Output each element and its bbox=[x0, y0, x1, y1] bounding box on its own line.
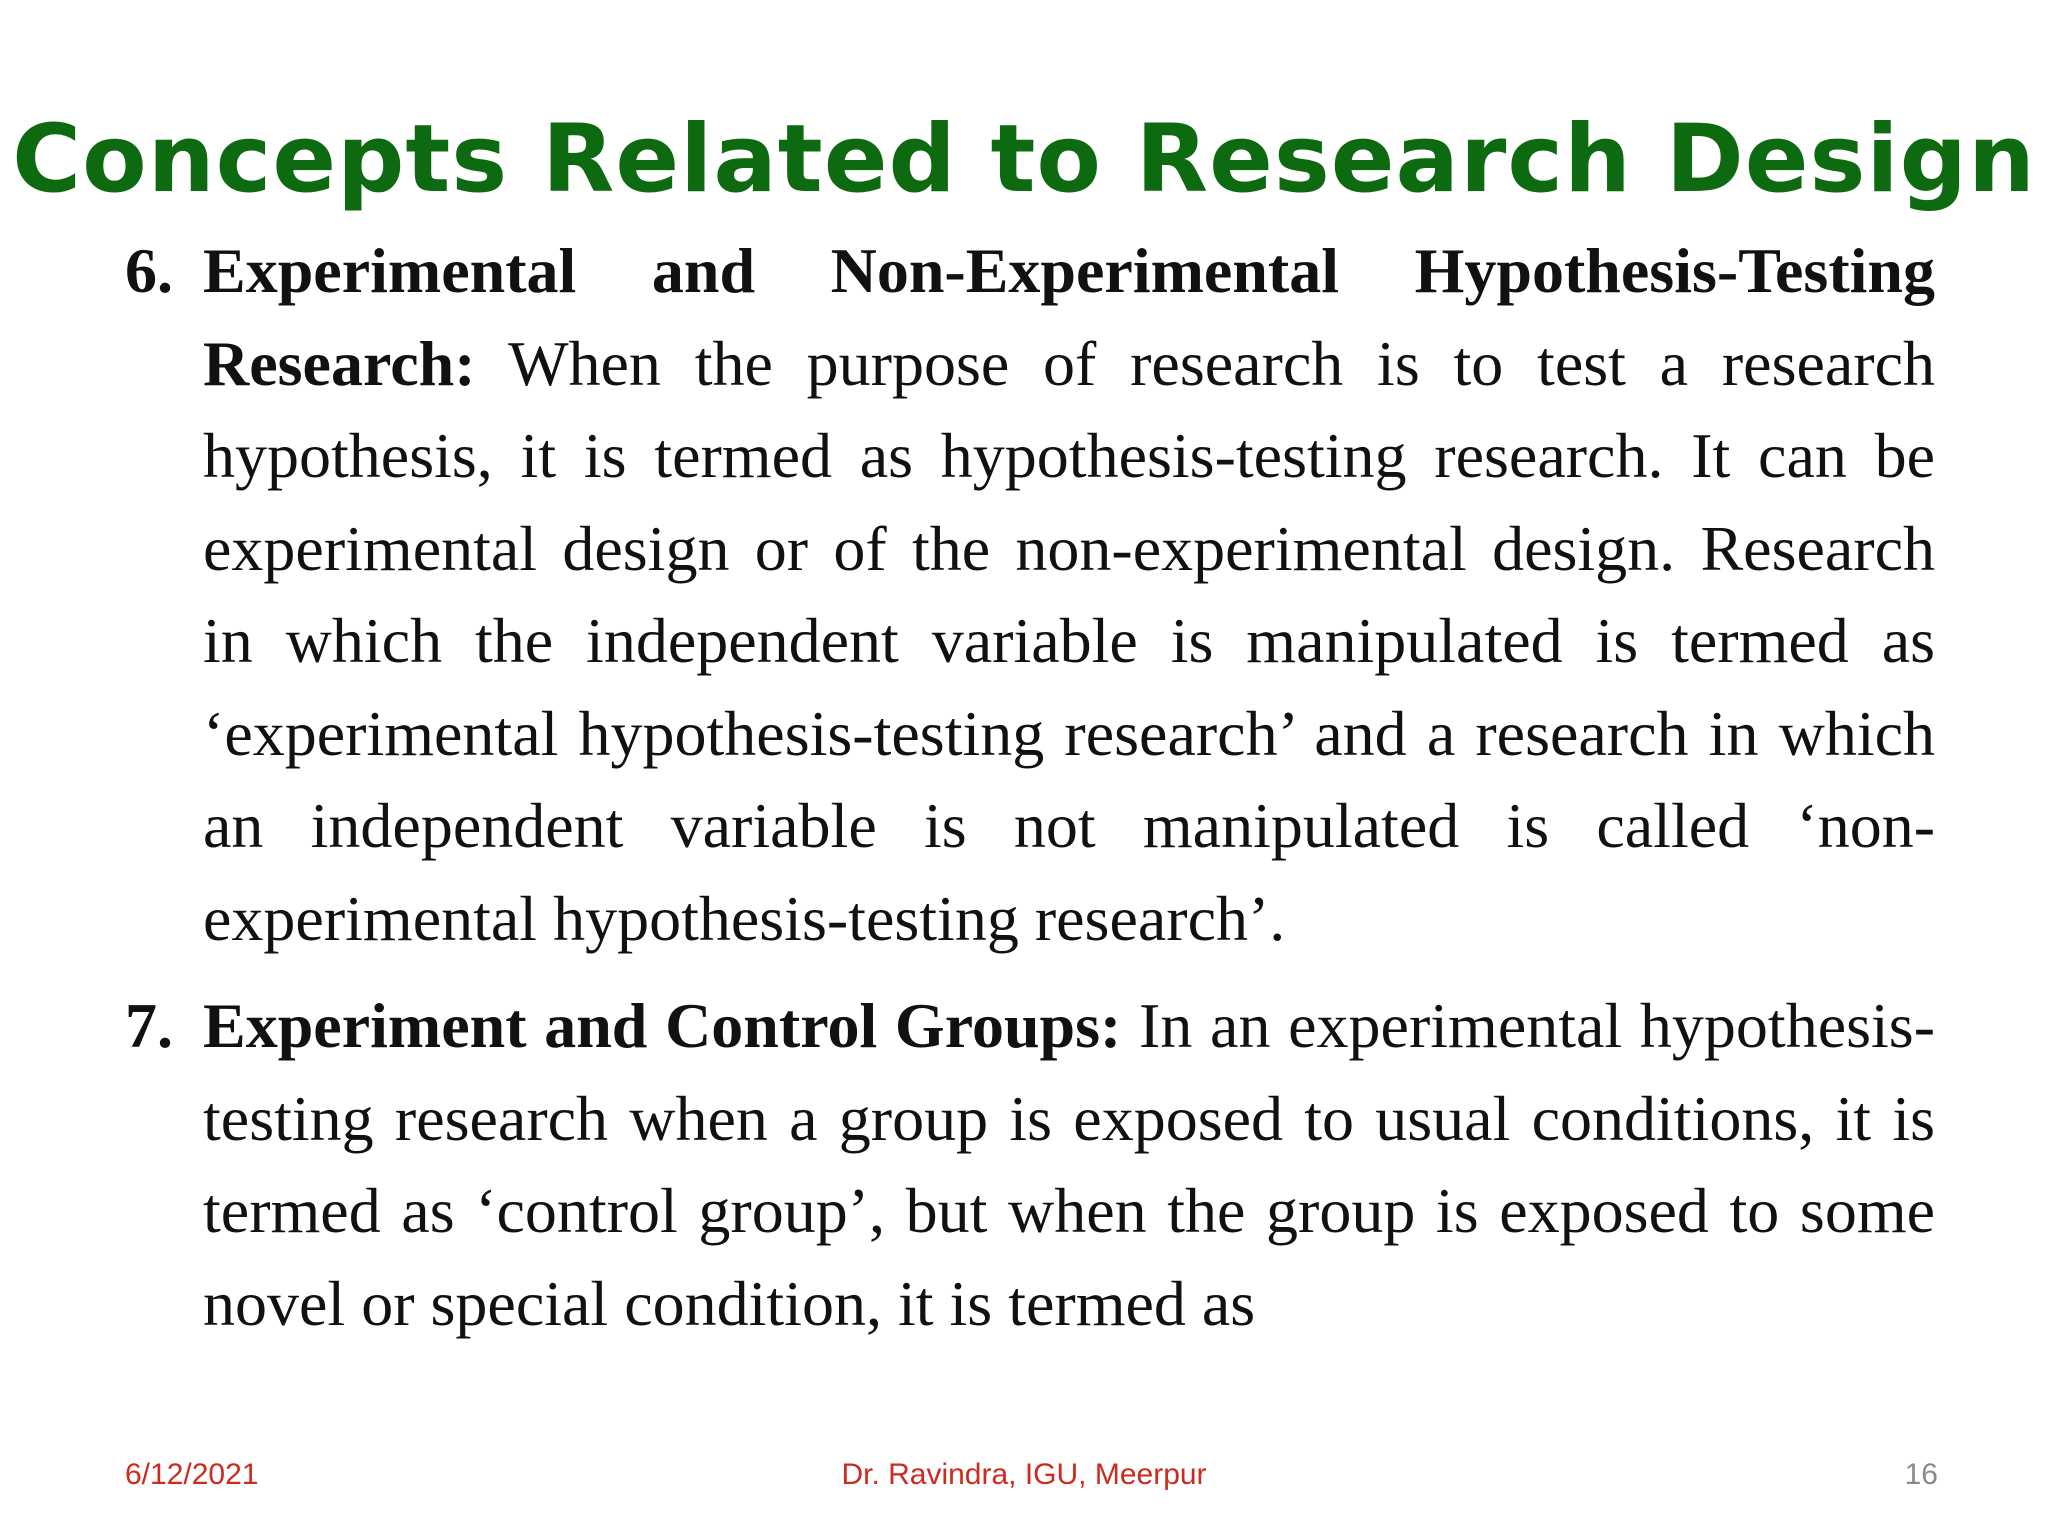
item-body bbox=[203, 225, 1935, 965]
list-item bbox=[125, 980, 1935, 1350]
item-text: In an experimental hypothesis-testing research when a group is exposed to usual conditions, it is termed as ‘control group’, but when the group is exposed to some novel or special condition, it is termed as bbox=[203, 990, 1936, 1339]
item-body bbox=[203, 980, 1935, 1350]
item-heading: Experimental and Non-Experimental Hypothesis-Testing Research: bbox=[203, 235, 1935, 399]
slide-title: Concepts Related to Research Design bbox=[12, 105, 2036, 214]
item-text: When the purpose of research is to test a research hypothesis, it is termed as hypothesis-testing research. It can be experimental design or of the non-experimental design. Research in which the independent variable is manipulated is termed as ‘experimental hypothesis-testing research’ and a research in which an independent variable is not manipulated is called ‘non-experimental hypothesis-testing research’. bbox=[203, 327, 1935, 954]
footer-date: 6/12/2021 bbox=[125, 1458, 259, 1491]
page-number: 16 bbox=[1904, 1458, 1938, 1491]
slide-content bbox=[125, 225, 1935, 1350]
item-number: 6. bbox=[125, 235, 173, 306]
footer-author: Dr. Ravindra, IGU, Meerpur bbox=[841, 1458, 1207, 1491]
item-number: 7. bbox=[125, 990, 173, 1061]
list-item bbox=[125, 225, 1935, 965]
item-heading: Experiment and Control Groups: bbox=[203, 990, 1122, 1061]
